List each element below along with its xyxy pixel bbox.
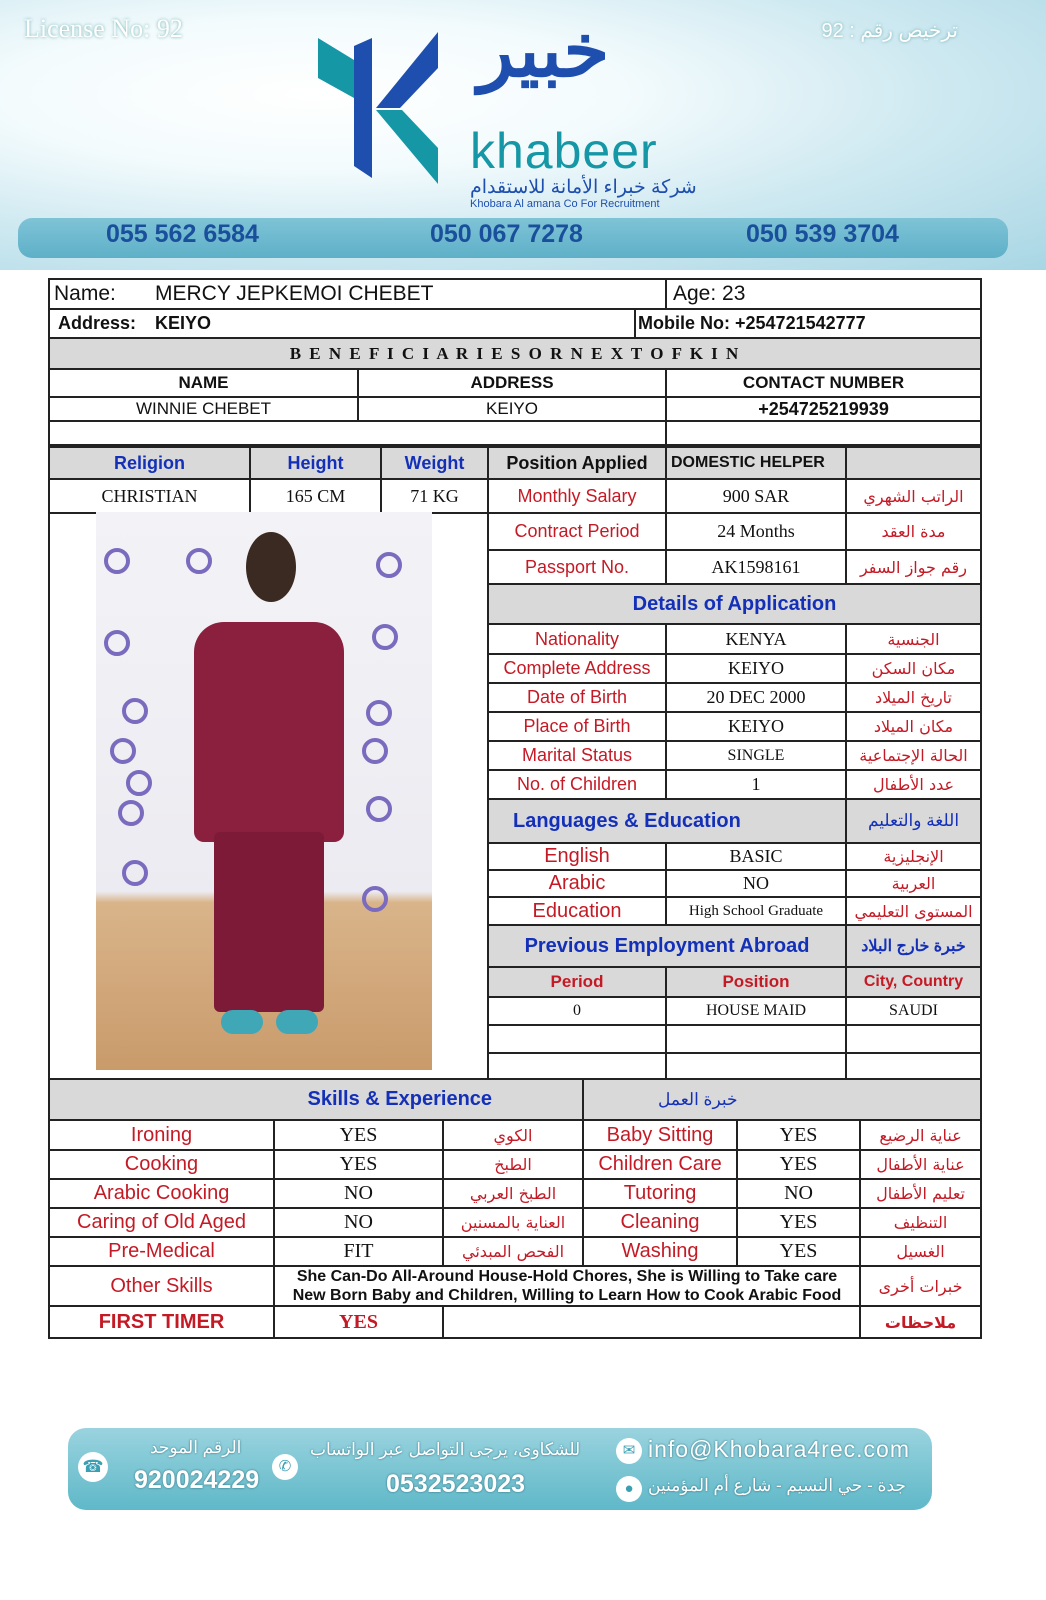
language-value: BASIC xyxy=(666,843,846,870)
skill-label-ar: عناية الأطفال xyxy=(860,1150,981,1179)
brand-subtitle-ar: شركة خبراء الأمانة للاستقدام xyxy=(470,177,697,198)
age-value: 23 xyxy=(722,282,746,305)
languages-title: Languages & Education xyxy=(488,799,846,843)
skill-label-ar: عناية الرضيع xyxy=(860,1120,981,1150)
basics-table xyxy=(48,446,982,514)
skill-label: Cooking xyxy=(49,1150,274,1179)
license-number-ar: ترخيص رقم : 92 xyxy=(821,20,958,42)
khabeer-logo-icon xyxy=(314,28,444,188)
location-icon: ● xyxy=(616,1476,642,1502)
other-skills-line: She Can-Do All-Around House-Hold Chores, She is Willing to Take care xyxy=(296,1268,838,1285)
other-skills-label: Other Skills xyxy=(49,1266,274,1306)
weight-header: Weight xyxy=(381,447,488,479)
employment-cell: SAUDI xyxy=(846,997,981,1025)
application-value: 1 xyxy=(666,770,846,799)
unified-number[interactable]: 920024229 xyxy=(134,1466,260,1494)
application-value: SINGLE xyxy=(666,741,846,770)
job-label-ar: رقم جواز السفر xyxy=(846,550,981,584)
skill-label: Baby Sitting xyxy=(583,1120,737,1150)
application-label: Place of Birth xyxy=(488,712,666,741)
phone-number-2[interactable]: 050 067 7278 xyxy=(430,220,583,248)
name-label: Name: xyxy=(49,279,155,309)
language-value: NO xyxy=(666,870,846,897)
skills-title: Skills & Experience xyxy=(49,1080,583,1120)
employment-cell xyxy=(488,1025,666,1053)
applicant-photo xyxy=(96,512,432,1070)
skill-label: Arabic Cooking xyxy=(49,1179,274,1208)
application-label-ar: تاريخ الميلاد xyxy=(846,683,981,712)
job-label: Contract Period xyxy=(488,514,666,550)
unified-number-label: الرقم الموحد xyxy=(150,1438,242,1457)
application-value: KEIYO xyxy=(666,654,846,683)
application-label-ar: الجنسية xyxy=(846,624,981,654)
brand-name-en: khabeer xyxy=(470,123,658,179)
language-value: High School Graduate xyxy=(666,897,846,925)
skill-label-ar: الغسيل xyxy=(860,1237,981,1266)
name-table xyxy=(48,278,982,310)
height-value: 165 CM xyxy=(250,479,381,513)
kin-header-address: ADDRESS xyxy=(358,369,666,397)
application-label: Date of Birth xyxy=(488,683,666,712)
kin-title: B E N E F I C I A R I E S O R N E X T O F K I N xyxy=(49,339,981,369)
application-label: No. of Children xyxy=(488,770,666,799)
notes-label-ar: ملاحظات xyxy=(860,1306,981,1338)
brand-subtitle-en: Khobara Al amana Co For Recruitment xyxy=(470,198,660,210)
skill-label: Pre-Medical xyxy=(49,1237,274,1266)
language-label-ar: الإنجليزية xyxy=(846,843,981,870)
application-label-ar: الحالة الإجتماعية xyxy=(846,741,981,770)
skill-value: NO xyxy=(274,1208,443,1237)
language-label: English xyxy=(488,843,666,870)
other-skills-label-ar: خبرات أخرى xyxy=(860,1266,981,1306)
email-address[interactable]: info@Khobara4rec.com xyxy=(648,1436,910,1462)
skills-title-ar: خبرة العمل xyxy=(583,1080,981,1120)
position-applied-empty xyxy=(846,447,981,479)
weight-value: 71 KG xyxy=(381,479,488,513)
job-label-ar: مدة العقد xyxy=(846,514,981,550)
skill-value: YES xyxy=(737,1208,860,1237)
other-skills-text xyxy=(274,1266,860,1306)
application-value: 20 DEC 2000 xyxy=(666,683,846,712)
kin-empty xyxy=(666,421,981,445)
skills-table xyxy=(48,1080,982,1339)
employment-cell xyxy=(666,1053,846,1079)
application-value: KEIYO xyxy=(666,712,846,741)
whatsapp-number[interactable]: 0532523023 xyxy=(386,1470,526,1498)
complaints-label: للشكاوى، يرجى التواصل عبر الواتساب xyxy=(310,1440,581,1459)
skill-value: YES xyxy=(274,1150,443,1179)
mobile-cell xyxy=(635,310,981,338)
skill-label-ar: العناية بالمسنين xyxy=(443,1208,583,1237)
kin-table xyxy=(48,339,982,446)
application-label-ar: مكان السكن xyxy=(846,654,981,683)
job-label: Monthly Salary xyxy=(488,479,666,513)
first-timer-label: FIRST TIMER xyxy=(49,1306,274,1338)
employment-title: Previous Employment Abroad xyxy=(488,925,846,967)
applicant-name: MERCY JEPKEMOI CHEBET xyxy=(155,279,666,309)
skill-label: Children Care xyxy=(583,1150,737,1179)
skill-value: NO xyxy=(274,1179,443,1208)
skill-label-ar: الفحص المبدئي xyxy=(443,1237,583,1266)
phone-icon: ☎ xyxy=(78,1452,108,1482)
address-label: Address: xyxy=(49,310,155,338)
religion-header: Religion xyxy=(49,447,250,479)
employment-cell: HOUSE MAID xyxy=(666,997,846,1025)
skill-value: NO xyxy=(737,1179,860,1208)
license-number-en: License No: 92 xyxy=(24,14,183,43)
application-label: Nationality xyxy=(488,624,666,654)
kin-header-name: NAME xyxy=(49,369,358,397)
employment-header-position: Position xyxy=(666,967,846,997)
age-label: Age: xyxy=(673,282,717,305)
employment-cell xyxy=(846,1025,981,1053)
skill-value: YES xyxy=(274,1120,443,1150)
skill-label-ar: الطبخ xyxy=(443,1150,583,1179)
job-label: Passport No. xyxy=(488,550,666,584)
job-value: 900 SAR xyxy=(666,479,846,513)
mobile-value: +254721542777 xyxy=(735,313,866,333)
skill-label: Caring of Old Aged xyxy=(49,1208,274,1237)
skill-value: YES xyxy=(737,1150,860,1179)
language-label-ar: المستوى التعليمي xyxy=(846,897,981,925)
application-label-ar: مكان الميلاد xyxy=(846,712,981,741)
skill-label-ar: تعليم الأطفال xyxy=(860,1179,981,1208)
skill-label: Cleaning xyxy=(583,1208,737,1237)
employment-cell xyxy=(666,1025,846,1053)
languages-title-ar: اللغة والتعليم xyxy=(846,799,981,843)
phone-number-1[interactable]: 055 562 6584 xyxy=(106,220,259,248)
religion-value: CHRISTIAN xyxy=(49,479,250,513)
applicant-address: KEIYO xyxy=(155,310,635,338)
skill-value: FIT xyxy=(274,1237,443,1266)
position-applied-value: DOMESTIC HELPER xyxy=(666,447,846,479)
skill-label-ar: الطبخ العربي xyxy=(443,1179,583,1208)
job-value: AK1598161 xyxy=(666,550,846,584)
employment-header-city: City, Country xyxy=(846,967,981,997)
application-label-ar: عدد الأطفال xyxy=(846,770,981,799)
job-value: 24 Months xyxy=(666,514,846,550)
language-label: Arabic xyxy=(488,870,666,897)
address-table xyxy=(48,310,982,339)
skill-label: Tutoring xyxy=(583,1179,737,1208)
height-header: Height xyxy=(250,447,381,479)
language-label-ar: العربية xyxy=(846,870,981,897)
employment-title-ar: خبرة خارج البلاد xyxy=(846,925,981,967)
age-cell xyxy=(666,279,981,309)
kin-header-contact: CONTACT NUMBER xyxy=(666,369,981,397)
skill-label: Ironing xyxy=(49,1120,274,1150)
skill-value: YES xyxy=(737,1120,860,1150)
brand-name-ar: خبير xyxy=(478,9,610,92)
kin-empty xyxy=(49,421,666,445)
kin-name: WINNIE CHEBET xyxy=(49,397,358,421)
office-address: جدة - حي النسيم - شارع أم المؤمنين xyxy=(648,1476,906,1495)
skill-label-ar: الكوي xyxy=(443,1120,583,1150)
language-label: Education xyxy=(488,897,666,925)
email-icon: ✉ xyxy=(616,1438,642,1464)
mobile-label: Mobile No: xyxy=(638,313,730,333)
skill-label-ar: التنظيف xyxy=(860,1208,981,1237)
application-title: Details of Application xyxy=(488,584,981,624)
first-timer-value: YES xyxy=(274,1306,443,1338)
kin-address: KEIYO xyxy=(358,397,666,421)
employment-cell xyxy=(846,1053,981,1079)
position-applied-label: Position Applied xyxy=(488,447,666,479)
application-label: Complete Address xyxy=(488,654,666,683)
application-value: KENYA xyxy=(666,624,846,654)
whatsapp-icon: ✆ xyxy=(272,1454,298,1480)
employment-cell xyxy=(488,1053,666,1079)
application-label: Marital Status xyxy=(488,741,666,770)
kin-contact: +254725219939 xyxy=(666,397,981,421)
phone-number-3[interactable]: 050 539 3704 xyxy=(746,220,899,248)
notes-cell xyxy=(443,1306,860,1338)
skill-value: YES xyxy=(737,1237,860,1266)
skill-label: Washing xyxy=(583,1237,737,1266)
employment-header-period: Period xyxy=(488,967,666,997)
employment-cell: 0 xyxy=(488,997,666,1025)
job-label-ar: الراتب الشهري xyxy=(846,479,981,513)
other-skills-line: New Born Baby and Children, Willing to Learn How to Cook Arabic Food xyxy=(292,1287,842,1304)
